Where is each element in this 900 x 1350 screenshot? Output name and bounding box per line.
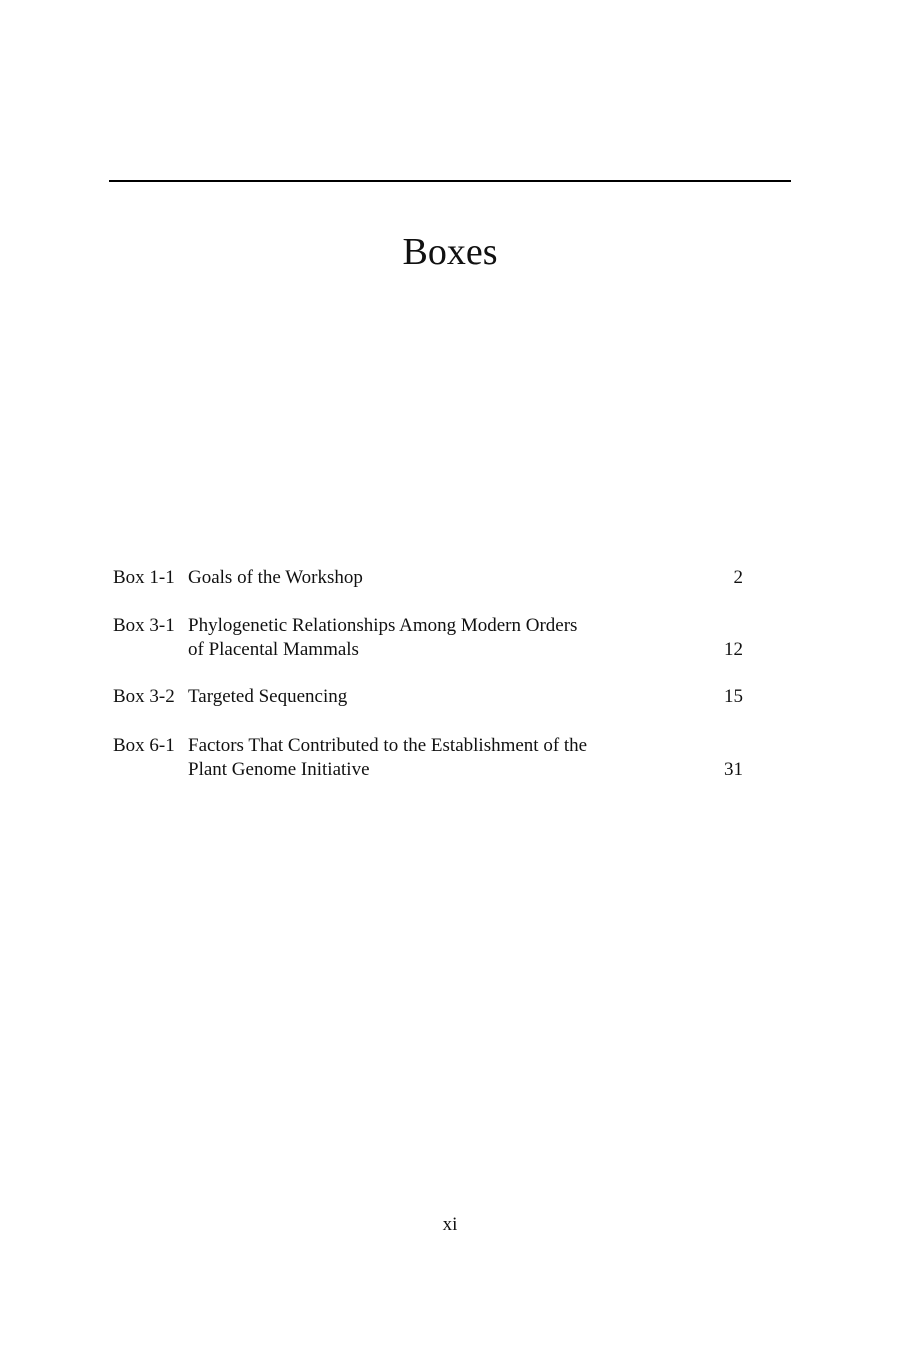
entry-title: Factors That Contributed to the Establishment of the	[188, 735, 588, 756]
entry-line	[113, 566, 743, 590]
entry-title-continuation: Plant Genome Initiative	[188, 759, 370, 780]
toc-entry-box-3-1[interactable]	[113, 614, 743, 662]
entry-line	[113, 614, 743, 638]
entry-line	[113, 685, 743, 709]
page-title: Boxes	[402, 231, 498, 274]
entry-title: Targeted Sequencing	[188, 686, 348, 707]
entry-page-number: 15	[724, 686, 743, 707]
entry-box-id: Box 3-1	[113, 615, 175, 636]
toc-entry-box-1-1[interactable]	[113, 566, 743, 590]
entry-title: Goals of the Workshop	[188, 567, 363, 588]
entry-page-number: 31	[724, 759, 743, 780]
entry-box-id: Box 1-1	[113, 567, 175, 588]
entry-title-continuation: of Placental Mammals	[188, 639, 359, 660]
toc-entry-box-3-2[interactable]	[113, 685, 743, 709]
page-folio: xi	[442, 1214, 458, 1235]
header-rule	[109, 180, 791, 182]
toc-entry-box-6-1[interactable]	[113, 734, 743, 782]
entry-line	[113, 734, 743, 758]
entry-page-number: 12	[724, 639, 743, 660]
entry-page-number: 2	[733, 567, 743, 588]
entry-box-id: Box 3-2	[113, 686, 175, 707]
entry-title: Phylogenetic Relationships Among Modern Orders	[188, 615, 578, 636]
entry-box-id: Box 6-1	[113, 735, 175, 756]
